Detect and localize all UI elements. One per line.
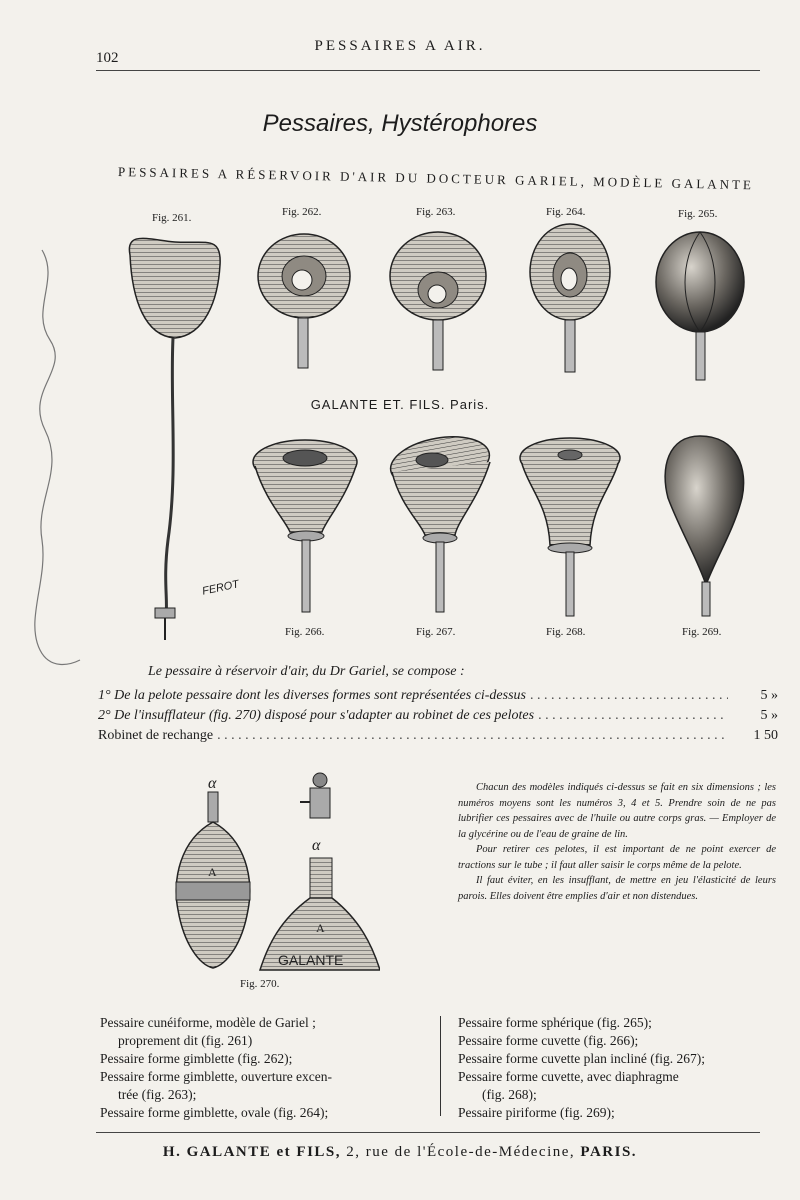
list-item: (fig. 268); <box>482 1087 537 1102</box>
product-list-right <box>458 1014 705 1122</box>
fig-265-drawing <box>656 232 744 380</box>
publisher-city: PARIS. <box>580 1144 638 1160</box>
fig-268-drawing <box>520 438 620 616</box>
insufflator-brand-label: GALANTE <box>278 952 344 968</box>
footer-rule <box>96 1132 760 1133</box>
insufflator-alpha-label: α <box>312 837 321 854</box>
price-value: 5 » <box>760 708 778 723</box>
price-line-label: Robinet de rechange <box>98 728 214 743</box>
list-item: Pessaire forme cuvette plan incliné (fig. 267); <box>458 1051 706 1066</box>
list-item: Pessaire piriforme (fig. 269); <box>458 1105 615 1120</box>
list-item: Pessaire forme gimblette (fig. 262); <box>100 1051 293 1066</box>
price-line-2 <box>98 708 778 724</box>
list-item: Pessaire forme cuvette, avec diaphragme <box>458 1069 679 1084</box>
fig-263-label: Fig. 263. <box>416 206 456 218</box>
fig-262-label: Fig. 262. <box>282 206 322 218</box>
fig-270-label: Fig. 270. <box>240 978 280 990</box>
bulb-a-label: A <box>208 865 217 879</box>
page-title: Pessaires, Hystérophores <box>262 110 538 137</box>
note-paragraph: Il faut éviter, en les insufflant, de mettre en jeu l'élasticité de leurs parois. Elles doivent être emplies d'air et non distendues. <box>458 875 776 902</box>
engraver-signature: FEROT <box>201 578 241 598</box>
price-value: 5 » <box>760 688 778 703</box>
list-item: Pessaire forme gimblette, ovale (fig. 264); <box>100 1105 329 1120</box>
fig-266-drawing <box>253 440 357 612</box>
note-paragraph: Pour retirer ces pelotes, il est important de ne point exercer de tractions sur le tube ; il faut aller saisir le corps même de la pelote. <box>458 844 776 871</box>
fig-262-drawing <box>258 234 350 368</box>
list-divider <box>440 1016 441 1116</box>
composition-intro: Le pessaire à réservoir d'air, du Dr Gariel, se compose : <box>148 664 465 679</box>
price-line-3 <box>98 728 778 744</box>
list-item: Pessaire forme sphérique (fig. 265); <box>458 1015 652 1030</box>
fig-269-drawing <box>665 436 744 616</box>
price-line-1 <box>98 688 778 704</box>
running-title: PESSAIRES A AIR. <box>314 38 486 54</box>
leader-dots <box>530 688 728 704</box>
publisher-footer <box>0 1144 800 1161</box>
usage-note <box>458 780 776 904</box>
list-item: Pessaire forme gimblette, ouverture excen- <box>100 1069 333 1084</box>
bulb-alpha-label: α <box>208 775 217 792</box>
note-paragraph: Chacun des modèles indiqués ci-dessus se fait en six dimensions ; les numéros moyens sont les numéros 3, 4 et 5. Prendre soin de ne pas lubrifier ces pessaires avec de l'huile ou autre corps gras. — Employer de la glycérine ou de l'eau de graine de lin. <box>458 782 776 840</box>
price-value: 1 50 <box>753 728 778 743</box>
fig-266-label: Fig. 266. <box>285 626 325 638</box>
fig-267-label: Fig. 267. <box>416 626 456 638</box>
list-item: trée (fig. 263); <box>118 1087 197 1102</box>
fig-265-label: Fig. 265. <box>678 208 718 220</box>
fig-270-drawing <box>160 770 380 980</box>
fig-264-drawing <box>530 224 610 372</box>
fig-264-label: Fig. 264. <box>546 206 586 218</box>
product-list-left <box>100 1014 332 1122</box>
page-number: 102 <box>96 50 119 66</box>
fig-267-drawing <box>387 430 494 612</box>
publisher-name: H. GALANTE et FILS, <box>162 1144 342 1160</box>
price-line-label: 2° De l'insufflateur (fig. 270) disposé pour s'adapter au robinet de ces pelotes <box>98 708 535 723</box>
list-item: proprement dit (fig. 261) <box>118 1033 253 1048</box>
price-line-label: 1° De la pelote pessaire dont les diverses formes sont représentées ci-dessus <box>98 688 526 703</box>
publisher-address: 2, rue de l'École-de-Médecine, <box>346 1144 576 1160</box>
insufflator-a-label: A <box>316 921 325 935</box>
list-item: Pessaire forme cuvette (fig. 266); <box>458 1033 639 1048</box>
fig-263-drawing <box>390 232 486 370</box>
engraving-caption: GALANTE ET. FILS. Paris. <box>310 397 490 412</box>
fig-261-drawing <box>129 238 220 640</box>
leader-dots <box>217 728 728 744</box>
fig-269-label: Fig. 269. <box>682 626 722 638</box>
list-item: Pessaire cunéiforme, modèle de Gariel ; <box>100 1015 316 1030</box>
fig-268-label: Fig. 268. <box>546 626 586 638</box>
leader-dots <box>538 708 728 724</box>
section-subtitle: PESSAIRES A RÉSERVOIR D'AIR DU DOCTEUR GARIEL, MODÈLE GALANTE <box>117 164 755 193</box>
fig-261-label: Fig. 261. <box>152 212 192 224</box>
